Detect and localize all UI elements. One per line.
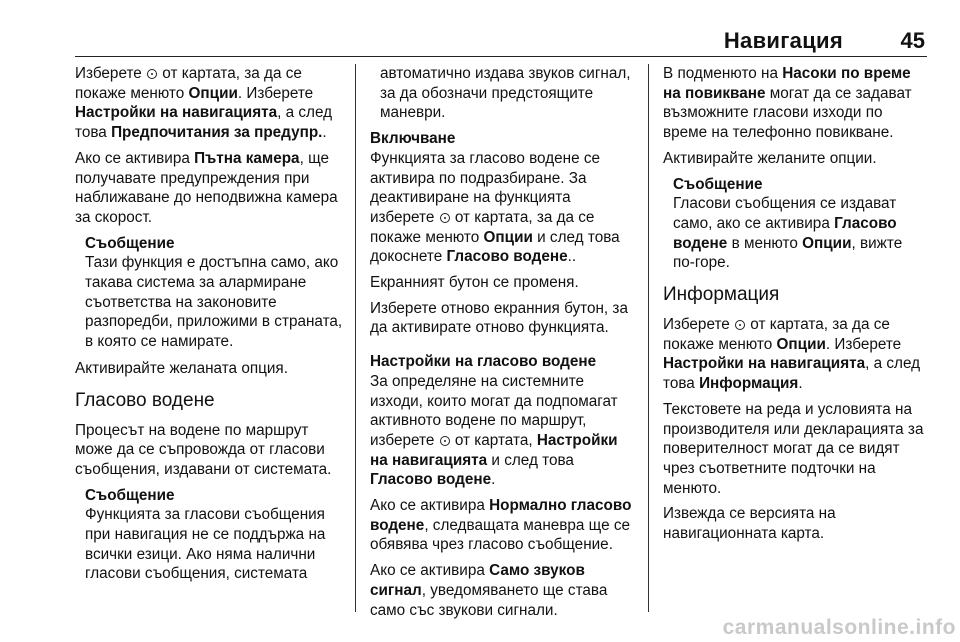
note-text: Тази функция е достъпна само, ако такава система за алармиране съответства на законовите разпоредби, приложими в страната, в която се намирате. bbox=[85, 254, 343, 351]
note-box bbox=[75, 234, 347, 352]
paragraph: Изберете отново екранния бутон, за да активирате отново функцията. bbox=[370, 299, 628, 337]
section-heading: Информация bbox=[663, 284, 780, 306]
note-box bbox=[75, 486, 347, 585]
column-3 bbox=[663, 64, 928, 612]
paragraph: Изберете от картата, за да се покаже менюто Опции. Изберете Настройки на навигацията, а след това Предпочитания за предупр.. bbox=[75, 65, 333, 142]
page-number: 45 bbox=[900, 28, 925, 53]
paragraph: Екранният бутон се променя. bbox=[370, 274, 579, 292]
paragraph: В подменюто на Насоки по време на повикване могат да се задават възможните гласови изходи по време на телефонно повикване. bbox=[663, 65, 912, 142]
note-title: Съобщение bbox=[85, 486, 175, 504]
map-target-icon bbox=[735, 320, 745, 330]
paragraph: Извежда се версията на навигационната карта. bbox=[663, 505, 836, 543]
paragraph: Активирайте желаните опции. bbox=[663, 149, 877, 167]
map-target-icon bbox=[440, 213, 450, 223]
subheading: Включване bbox=[370, 130, 456, 148]
paragraph: За определяне на системните изходи, които могат да подпомагат активното водене по маршрут, изберете от картата, Настройки на навигацията и след това Гласово водене. bbox=[370, 372, 618, 489]
page-title: Навигация bbox=[723, 28, 843, 53]
column-divider bbox=[355, 64, 356, 612]
note-text: Гласови съобщения се издават само, ако се активира Гласово водене в менюто Опции, вижте по-горе. bbox=[673, 195, 903, 272]
watermark: carmanualsonline.info bbox=[722, 616, 956, 639]
column-divider bbox=[648, 64, 649, 612]
note-title: Съобщение bbox=[85, 234, 175, 252]
paragraph: Ако се активира Само звуков сигнал, уведомяването ще става само със звукови сигнали. bbox=[370, 562, 608, 619]
section-heading: Гласово водене bbox=[75, 389, 215, 411]
note-title: Съобщение bbox=[673, 175, 763, 193]
column-2 bbox=[370, 64, 632, 619]
note-continuation: автоматично издава звуков сигнал, за да обозначи предстоящите маневри. bbox=[380, 65, 631, 122]
paragraph: Функцията за гласово водене се активира по подразбиране. За деактивиране на функцията изберете от картата, за да се покаже менюто Опции и след това докоснете Гласово водене.. bbox=[370, 149, 620, 266]
note-box bbox=[663, 175, 928, 274]
column-1 bbox=[75, 64, 347, 612]
note-text: Функцията за гласови съобщения при навигация не се поддържа на всички езици. Ако няма налични гласови съобщения, системата bbox=[85, 506, 326, 583]
subheading: Настройки на гласово водене bbox=[370, 353, 597, 371]
paragraph: Текстовете на реда и условията на производителя или декларацията за поверителност могат да се видят чрез съответните подточки на менюто. bbox=[663, 400, 924, 497]
page-header bbox=[75, 20, 927, 57]
paragraph: Процесът на водене по маршрут може да се съпровожда от гласови съобщения, издавани от системата. bbox=[75, 421, 332, 478]
map-target-icon bbox=[147, 69, 157, 79]
paragraph: Активирайте желаната опция. bbox=[75, 359, 288, 377]
paragraph: Изберете от картата, за да се покаже менюто Опции. Изберете Настройки на навигацията, а след това Информация. bbox=[663, 316, 921, 393]
paragraph: Ако се активира Пътна камера, ще получавате предупреждения при наближаване до неподвижна камера за скорост. bbox=[75, 149, 338, 226]
paragraph: Ако се активира Нормално гласово водене, следващата маневра ще се обявява чрез гласово съобщение. bbox=[370, 497, 632, 554]
map-target-icon bbox=[440, 436, 450, 446]
